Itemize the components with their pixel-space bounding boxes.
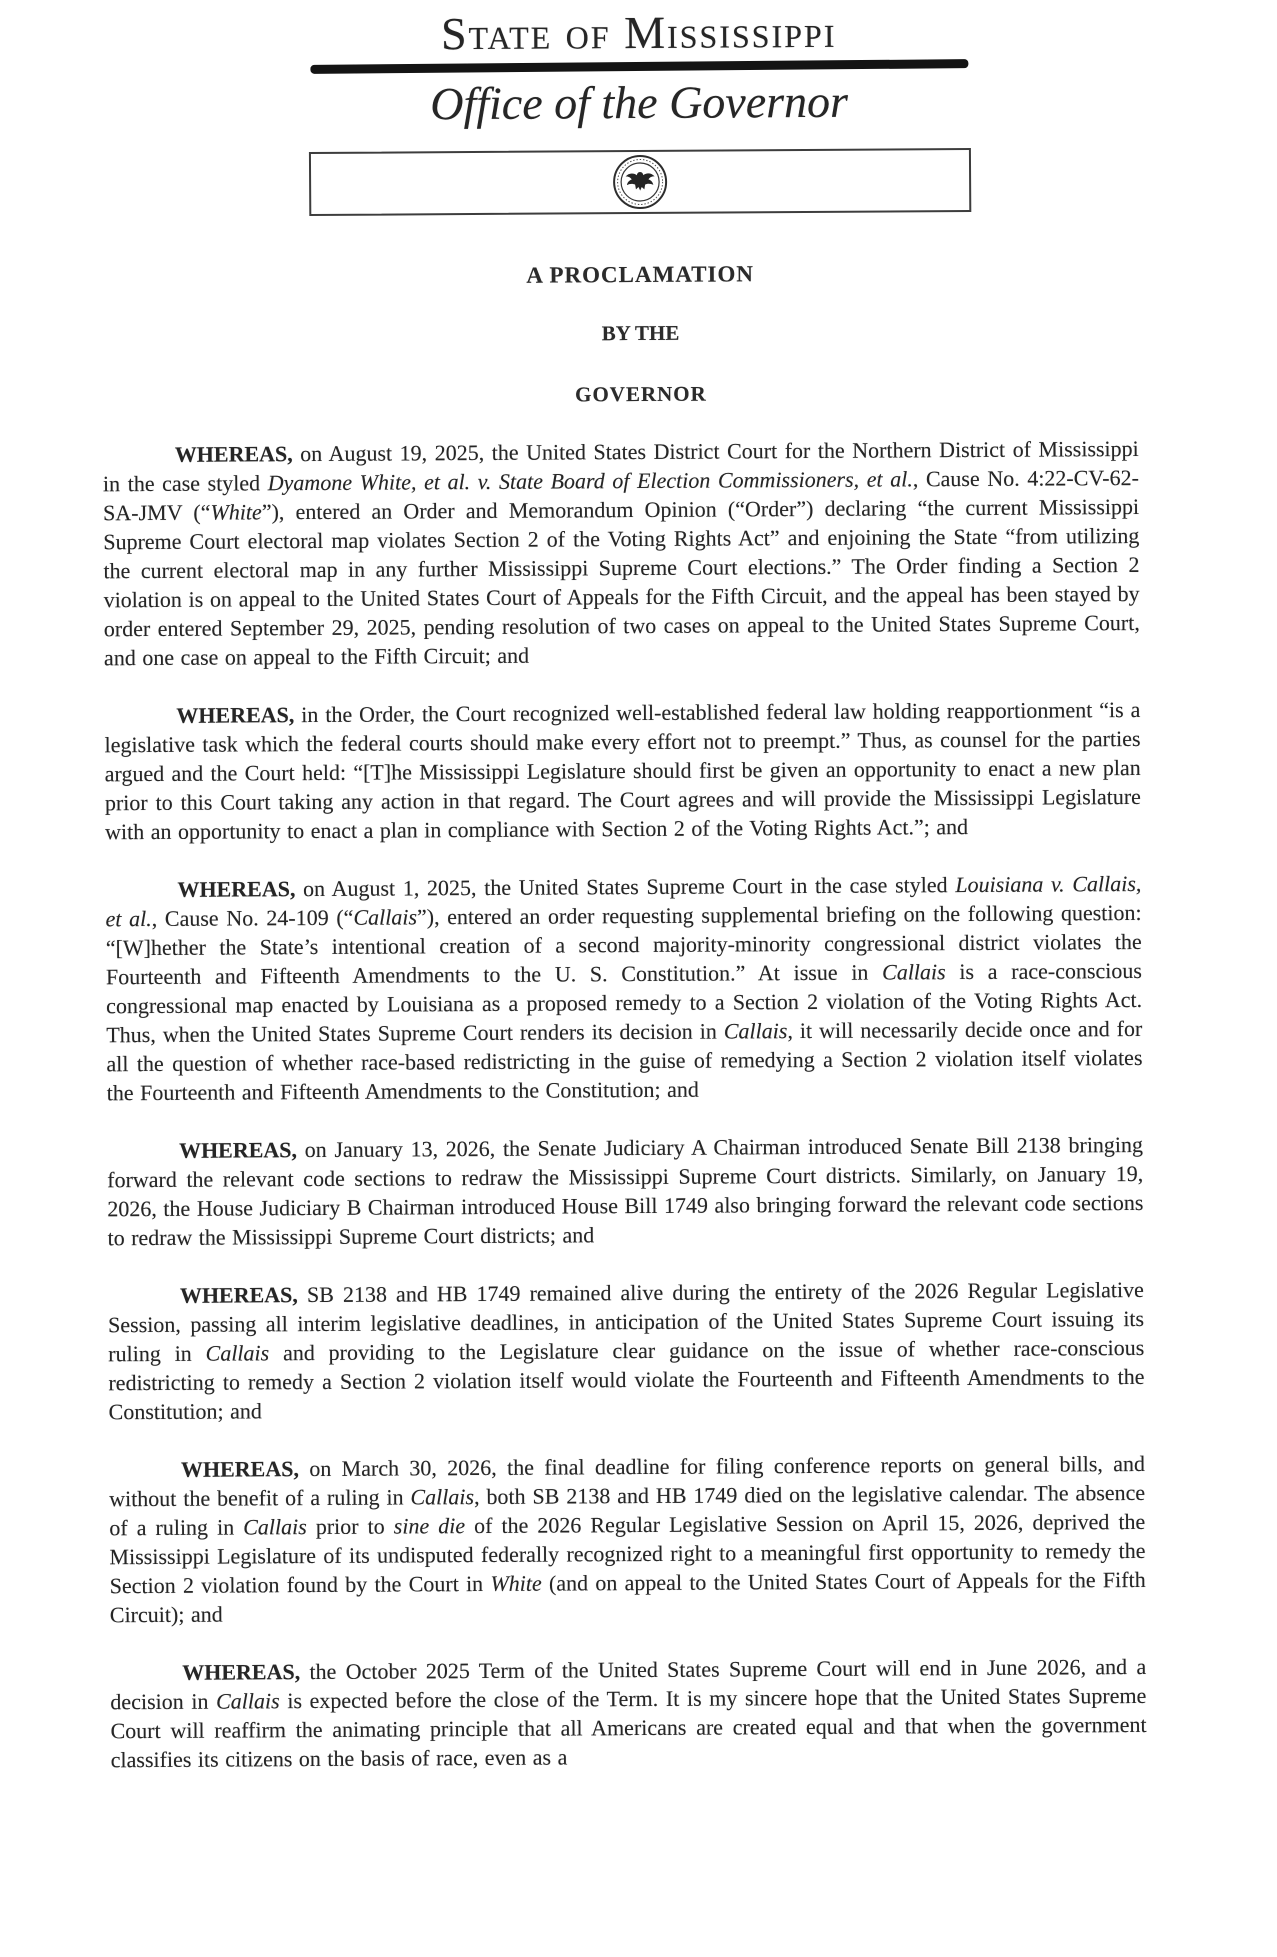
text-bold: WHEREAS, — [179, 1281, 298, 1308]
text-italic: Louisiana v. Callais, et al. — [105, 870, 1142, 932]
whereas-paragraph-7 — [110, 1652, 1147, 1774]
text: SB 2138 and HB 1749 remained alive during the entirety of the 2026 Regular Legislative Session, passing all interim legislative deadlines, in anticipation of the United States Supreme Court issuing its ruling in — [108, 1276, 1145, 1367]
proclamation-title: A PROCLAMATION — [526, 261, 755, 288]
text-italic: Callais — [882, 959, 946, 985]
text: (and on appeal to the United States Court of Appeals for the Fifth Circuit); and — [109, 1566, 1146, 1628]
whereas-paragraph-3 — [105, 869, 1142, 1107]
text-italic: Callais — [243, 1513, 307, 1540]
text-bold: WHEREAS, — [174, 441, 293, 467]
proclamation-governor: GOVERNOR — [574, 381, 707, 407]
office-title: Office of the Governor — [430, 75, 849, 130]
text: on January 13, 2026, the Senate Judiciary A Chairman introduced Senate Bill 2138 bringing forward the relevant code sections to redraw the Mississippi Supreme Court districts. Similarly, on January 19, 2026, the House Judiciary B Chairman introduced House Bill 1749 also bringing forward the relevant code sections to redraw the Mississippi Supreme Court districts; and — [107, 1131, 1144, 1251]
text: on March 30, 2026, the final deadline for filing conference reports on general bills, and without the benefit of a ruling in — [109, 1450, 1146, 1512]
text: on August 1, 2025, the United States Supreme Court in the case styled — [295, 871, 956, 902]
state-title: State of Mississippi — [440, 5, 837, 60]
text: prior to — [306, 1513, 394, 1539]
whereas-paragraph-4 — [107, 1130, 1144, 1252]
text-italic: Callais — [216, 1688, 280, 1714]
text-italic: sine die — [393, 1512, 466, 1539]
text: ”), entered an order requesting supplemental briefing on the following question: “[W]hether the State’s intentional creation of a second majority-minority congressional district violates the Fourteenth and Fifteenth Amendments to the U. S. Constitution.” At issue in — [105, 899, 1142, 990]
text-italic: Dyamone White, et al. v. State Board of Election Commissioners, et al. — [267, 466, 913, 496]
text-bold: WHEREAS, — [178, 1136, 298, 1163]
text-italic: Callais — [410, 1483, 475, 1510]
text-italic: White — [210, 499, 262, 525]
text-bold: WHEREAS, — [182, 1658, 301, 1685]
text: the October 2025 Term of the United States Supreme Court will end in June 2026, and a decision in — [110, 1653, 1147, 1715]
whereas-paragraph-5 — [108, 1275, 1145, 1426]
text: , both SB 2138 and HB 1749 died on the legislative calendar. The absence of a ruling in — [109, 1479, 1146, 1541]
whereas-paragraphs — [103, 434, 1147, 1774]
masthead — [0, 6, 1277, 134]
text: , Cause No. 24-109 (“ — [151, 904, 354, 931]
text: is a race-conscious congressional map enacted by Louisiana as a proposed remedy to a Section 2 violation of the Voting Rights Act. Thus, when the United States Supreme Court renders its decision in — [106, 957, 1143, 1048]
text-bold: WHEREAS, — [177, 876, 296, 902]
whereas-paragraph-2 — [104, 695, 1141, 846]
mississippi-state-seal-icon — [611, 154, 667, 210]
text: and providing to the Legislature clear guidance on the issue of whether race-conscious redistricting to remedy a Section 2 violation itself would violate the Fourteenth and Fifteenth Amendments to the Constitution; and — [108, 1334, 1145, 1425]
text-italic: White — [490, 1570, 542, 1596]
text-italic: Callais — [353, 904, 418, 930]
proclamation-by-the: BY THE — [601, 320, 680, 346]
whereas-paragraph-1 — [103, 434, 1140, 672]
seal-box — [308, 148, 970, 216]
whereas-paragraph-6 — [109, 1449, 1146, 1629]
text: in the Order, the Court recognized well-established federal law holding reapportionment “is a legislative task which the federal courts should make every effort not to preempt.” Thus, as counsel for the parties argued and the Court held: “[T]he Mississippi Legislature should first be given an opportunity to enact a new plan prior to this Court taking any action in that regard. The Court agrees and will provide the Mississippi Legislature with an opportunity to enact a plan in compliance with Section 2 of the Voting Rights Act.”; and — [104, 696, 1141, 845]
text: on August 19, 2025, the United States District Court for the Northern District of Mississippi in the case styled — [102, 435, 1139, 497]
text-bold: WHEREAS, — [180, 1455, 300, 1482]
text: is expected before the close of the Term. It is my sincere hope that the United States Supreme Court will reaffirm the animating principle that all Americans are created equal and that when the government classifies its citizens on the basis of race, even as a — [110, 1682, 1147, 1773]
masthead-rule — [310, 59, 968, 74]
text-italic: Callais — [205, 1340, 270, 1366]
text: , it will necessarily decide once and for all the question of whether race-based redistricting in the guise of remedying a Section 2 violation itself violates the Fourteenth and Fifteenth Amendments to the Constitution; and — [106, 1015, 1143, 1106]
text-bold: WHEREAS, — [176, 702, 295, 728]
text-italic: Callais — [723, 1018, 788, 1044]
text: ”), entered an Order and Memorandum Opinion (“Order”) declaring “the current Mississippi Supreme Court electoral map violates Section 2 of the Voting Rights Act” and enjoining the State “from utilizing the current electoral map in any further Mississippi Supreme Court elections.” The Order finding a Section 2 violation is on appeal to the United States Court of Appeals for the Fifth Circuit, and the appeal has been stayed by order entered September 29, 2025, pending resolution of two cases on appeal to the United States Supreme Court, and one case on appeal to the Fifth Circuit; and — [103, 493, 1140, 671]
text: , Cause No. 4:22-CV-62-SA-JMV (“ — [103, 464, 1139, 526]
text: of the 2026 Regular Legislative Session on April 15, 2026, deprived the Mississippi Legislature of its undisputed federally recognized right to a meaningful first opportunity to remedy the Section 2 violation found by the Court in — [109, 1508, 1146, 1599]
